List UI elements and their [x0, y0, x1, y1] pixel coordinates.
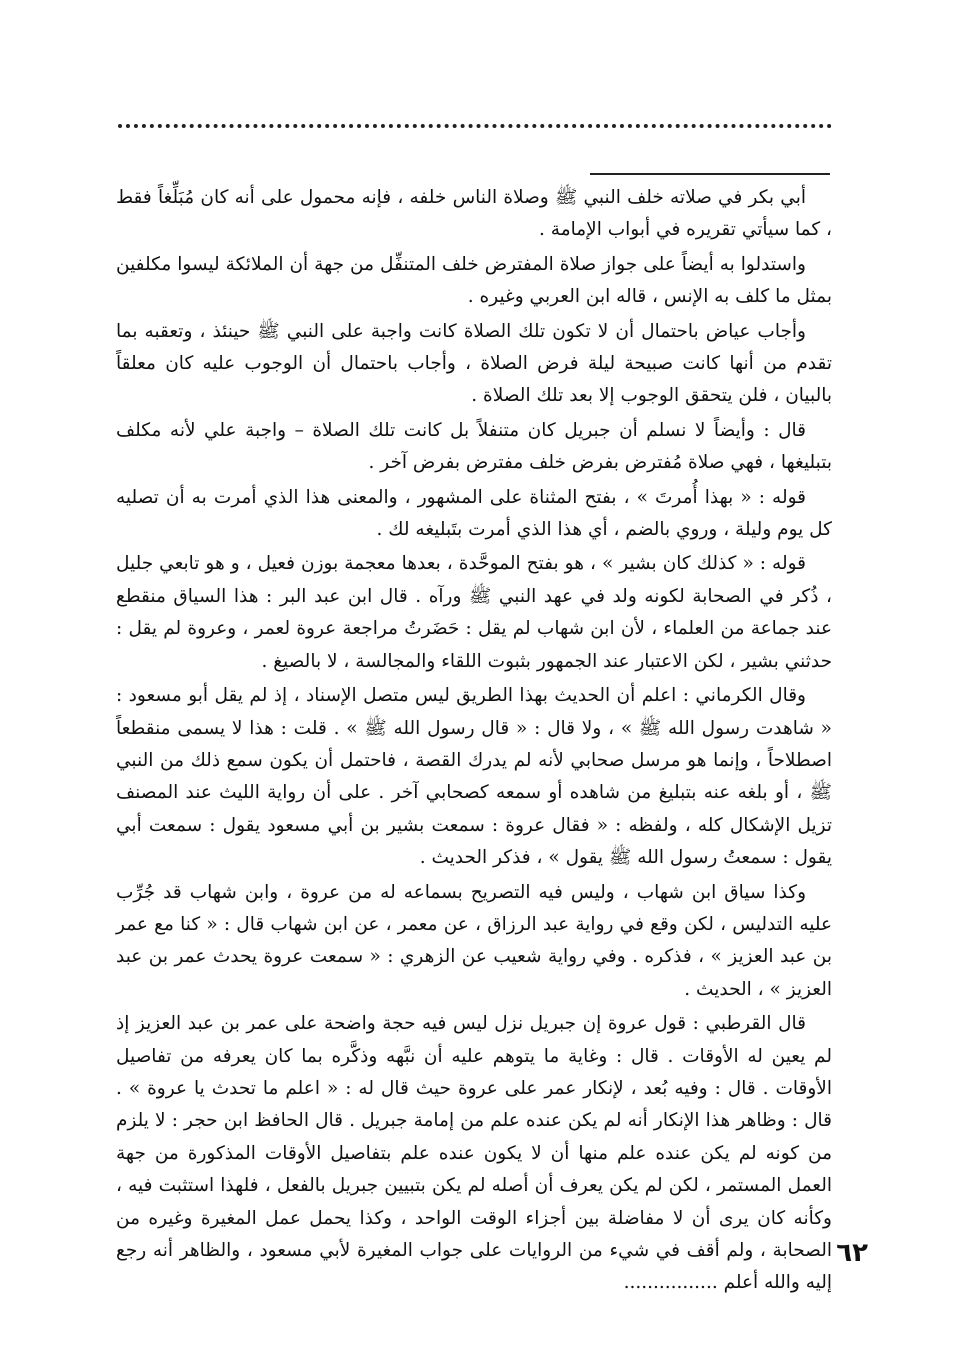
paragraph: وقال الكرماني : اعلم أن الحديث بهذا الطريق ليس متصل الإسناد ، إذ لم يقل أبو مسعود : « شاهدت رسول الله ﷺ » ، ولا قال : « قال رسول الله ﷺ » . قلت : هذا لا يسمى منقطعاً اصطلاحاً ، وإنما هو مرسل صحابي لأنه لم يدرك القصة ، فاحتمل أن يكون سمع ذلك من النبي ﷺ ، أو بلغه عنه بتبليغ من شاهده أو سمعه كصحابي آخر . على أن رواية الليث عند المصنف تزيل الإشكال كله ، ولفظه : « فقال عروة : سمعت بشير بن أبي مسعود يقول : سمعت أبي يقول : سمعتُ رسول الله ﷺ يقول » ، فذكر الحديث . [116, 685, 832, 869]
page-body [116, 182, 832, 1302]
paragraph: وكذا سياق ابن شهاب ، وليس فيه التصريح بسماعه له من عروة ، وابن شهاب قد جُرِّب عليه التدليس ، لكن وقع في رواية عبد الرزاق ، عن معمر ، عن ابن شهاب قال : « كنا مع عمر بن عبد العزيز » ، فذكره . وفي رواية شعيب عن الزهري : « سمعت عروة يحدث عمر بن عبد العزيز » ، الحديث . [116, 881, 832, 1000]
paragraph: قوله : « كذلك كان بشير » ، هو بفتح الموحَّدة ، بعدها معجمة بوزن فعيل ، و هو تابعي جليل ، ذُكر في الصحابة لكونه ولد في عهد النبي ﷺ ورآه . قال ابن عبد البر : هذا السياق منقطع عند جماعة من العلماء ، لأن ابن شهاب لم يقل : حَضَرتُ مراجعة عروة لعمر ، وعروة لم يقل : حدثني بشير ، لكن الاعتبار عند الجمهور بثبوت اللقاء والمجالسة ، لا بالصيغ . [116, 553, 832, 672]
paragraph: قال القرطبي : قول عروة إن جبريل نزل ليس فيه حجة واضحة على عمر بن عبد العزيز إذ لم يعين له الأوقات . قال : وغاية ما يتوهم عليه أن نبَّهه وذكَّره بما كان يعرفه من تفاصيل الأوقات . قال : وفيه بُعد ، لإنكار عمر على عروة حيث قال له : « اعلم ما تحدث يا عروة » . قال : وظاهر هذا الإنكار أنه لم يكن عنده علم من إمامة جبريل . قال الحافظ ابن حجر : لا يلزم من كونه لم يكن عنده علم منها أن لا يكون عنده علم بتفاصيل الأوقات المذكورة من جهة العمل المستمر ، لكن لم يكن يعرف أن أصله لم يكن بتبيين جبريل بالفعل ، فلهذا استثبت فيه ، وكأنه كان يرى أن لا مفاضلة بين أجزاء الوقت الواحد ، وكذا يحمل عمل المغيرة وغيره من الصحابة ، ولم أقف في شيء من الروايات على جواب المغيرة لأبي مسعود ، والظاهر أنه رجع إليه والله أعلم ................ [116, 1013, 832, 1294]
paragraph: واستدلوا به أيضاً على جواز صلاة المفترض خلف المتنفِّل من جهة أن الملائكة ليسوا مكلفين بمثل ما كلف به الإنس ، قاله ابن العربي وغيره . [116, 253, 832, 308]
top-dotted-separator [118, 124, 832, 128]
footnote-rule [590, 173, 830, 175]
paragraph: وأجاب عياض باحتمال أن لا تكون تلك الصلاة كانت واجبة على النبي ﷺ حينئذ ، وتعقبه بما تقدم من أنها كانت صبيحة ليلة فرض الصلاة ، وأجاب باحتمال أن الوجوب عليه كان معلقاً بالبيان ، فلن يتحقق الوجوب إلا بعد تلك الصلاة . [116, 320, 832, 407]
paragraph: أبي بكر في صلاته خلف النبي ﷺ وصلاة الناس خلفه ، فإنه محمول على أنه كان مُبَلِّغاً فقط ، كما سيأتي تقريره في أبواب الإمامة . [116, 187, 832, 241]
paragraph: قال : وأيضاً لا نسلم أن جبريل كان متنفلاً بل كانت تلك الصلاة – واجبة علي لأنه مكلف بتبليغها ، فهي صلاة مُفترض بفرض خلف مفترض بفرض آخر . [116, 419, 832, 474]
page-number: ٦٢ [836, 1238, 868, 1268]
paragraph: قوله : « بهذا أُمرتَ » ، بفتح المثناة على المشهور ، والمعنى هذا الذي أمرت به أن تصليه كل يوم وليلة ، وروي بالضم ، أي هذا الذي أمرت بتَبليغه لك . [116, 486, 832, 541]
